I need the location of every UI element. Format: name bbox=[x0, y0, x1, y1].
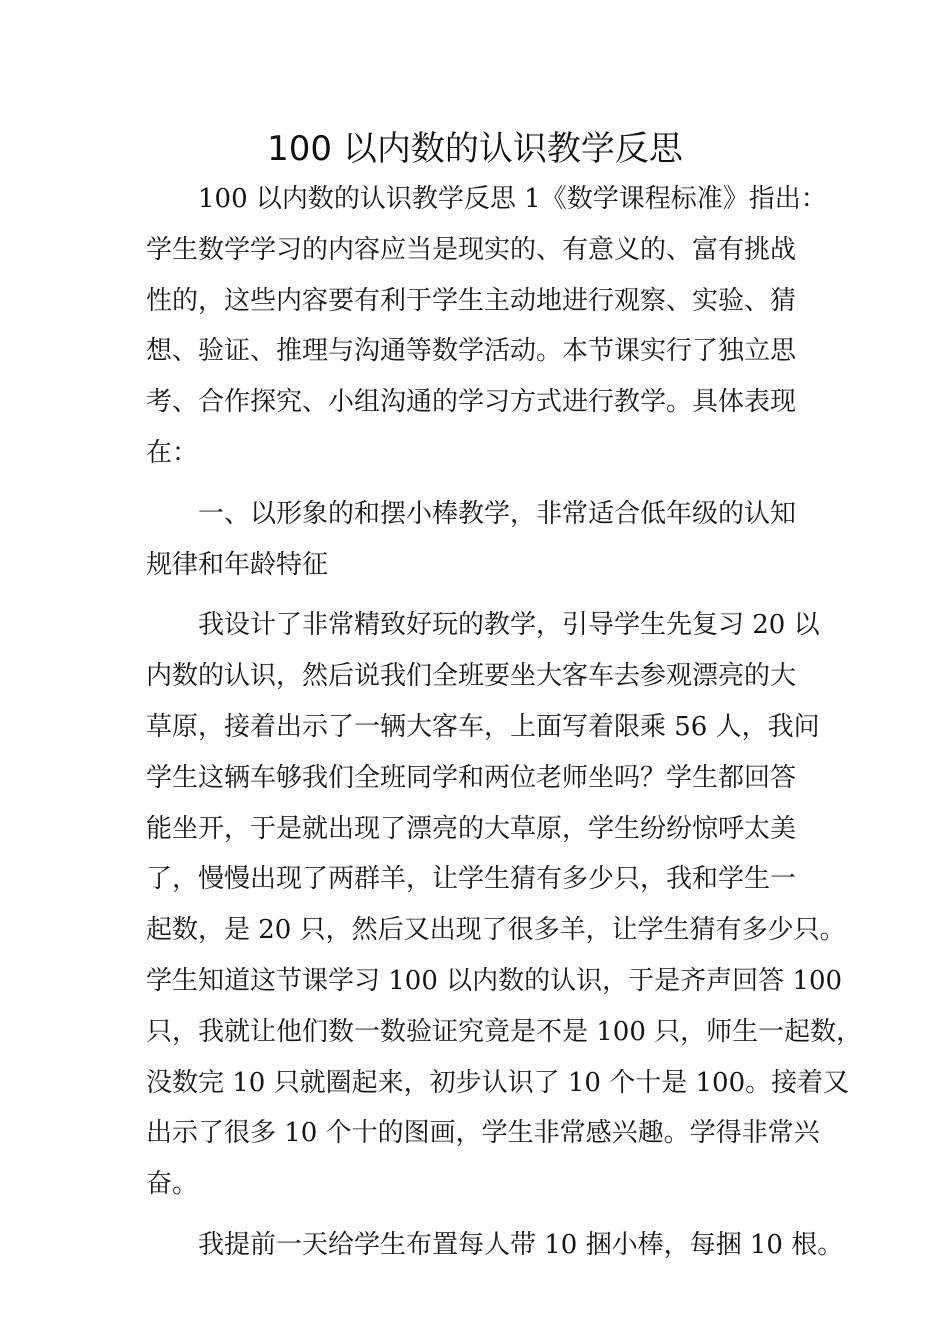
paragraph-line: 规律和年龄特征 bbox=[146, 549, 329, 580]
paragraph-4 bbox=[146, 1220, 844, 1271]
paragraph-line: 没数完 10 只就圈起来，初步认识了 10 个十是 100。接着又 bbox=[146, 1067, 850, 1098]
paragraph-line: 了，慢慢出现了两群羊，让学生猜有多少只，我和学生一 bbox=[146, 864, 797, 895]
paragraph-line: 一、以形象的和摆小棒教学，非常适合低年级的认知 bbox=[198, 498, 797, 529]
paragraph-line: 内数的认识，然后说我们全班要坐大客车去参观漂亮的大 bbox=[146, 661, 797, 692]
paragraph-line: 考、合作探究、小组沟通的学习方式进行教学。具体表现 bbox=[146, 387, 797, 418]
paragraph-line: 想、验证、推理与沟通等数学活动。本节课实行了独立思 bbox=[146, 336, 797, 367]
paragraph-line: 奋。 bbox=[146, 1169, 199, 1200]
document-body bbox=[146, 174, 863, 1271]
paragraph-1 bbox=[146, 174, 827, 479]
paragraph-line: 学生这辆车够我们全班同学和两位老师坐吗？学生都回答 bbox=[146, 762, 797, 793]
document-title: 100 以内数的认识教学反思 bbox=[267, 129, 683, 169]
paragraph-line: 起数，是 20 只，然后又出现了很多羊，让学生猜有多少只。 bbox=[146, 915, 846, 946]
paragraph-line: 我提前一天给学生布置每人带 10 捆小棒，每捆 10 根。 bbox=[198, 1229, 844, 1260]
paragraph-line: 学生知道这节课学习 100 以内数的认识，于是齐声回答 100 bbox=[146, 965, 843, 996]
paragraph-line: 只，我就让他们数一数验证究竟是不是 100 只，师生一起数， bbox=[146, 1016, 863, 1047]
paragraph-line: 我设计了非常精致好玩的教学，引导学生先复习 20 以 bbox=[198, 610, 820, 641]
paragraph-line: 草原，接着出示了一辆大客车，上面写着限乘 56 人，我问 bbox=[146, 711, 820, 742]
paragraph-line: 能坐开，于是就出现了漂亮的大草原，学生纷纷惊呼太美 bbox=[146, 813, 797, 844]
paragraph-3 bbox=[146, 600, 863, 1210]
paragraph-line: 在： bbox=[146, 437, 199, 468]
paragraph-2 bbox=[146, 489, 811, 591]
paragraph-line: 性的，这些内容要有利于学生主动地进行观察、实验、猜 bbox=[146, 285, 797, 316]
paragraph-line: 100 以内数的认识教学反思 1《数学课程标准》指出： bbox=[198, 184, 827, 214]
paragraph-line: 学生数学学习的内容应当是现实的、有意义的、富有挑战 bbox=[146, 234, 797, 265]
paragraph-line: 出示了很多 10 个十的图画，学生非常感兴趣。学得非常兴 bbox=[146, 1118, 820, 1149]
